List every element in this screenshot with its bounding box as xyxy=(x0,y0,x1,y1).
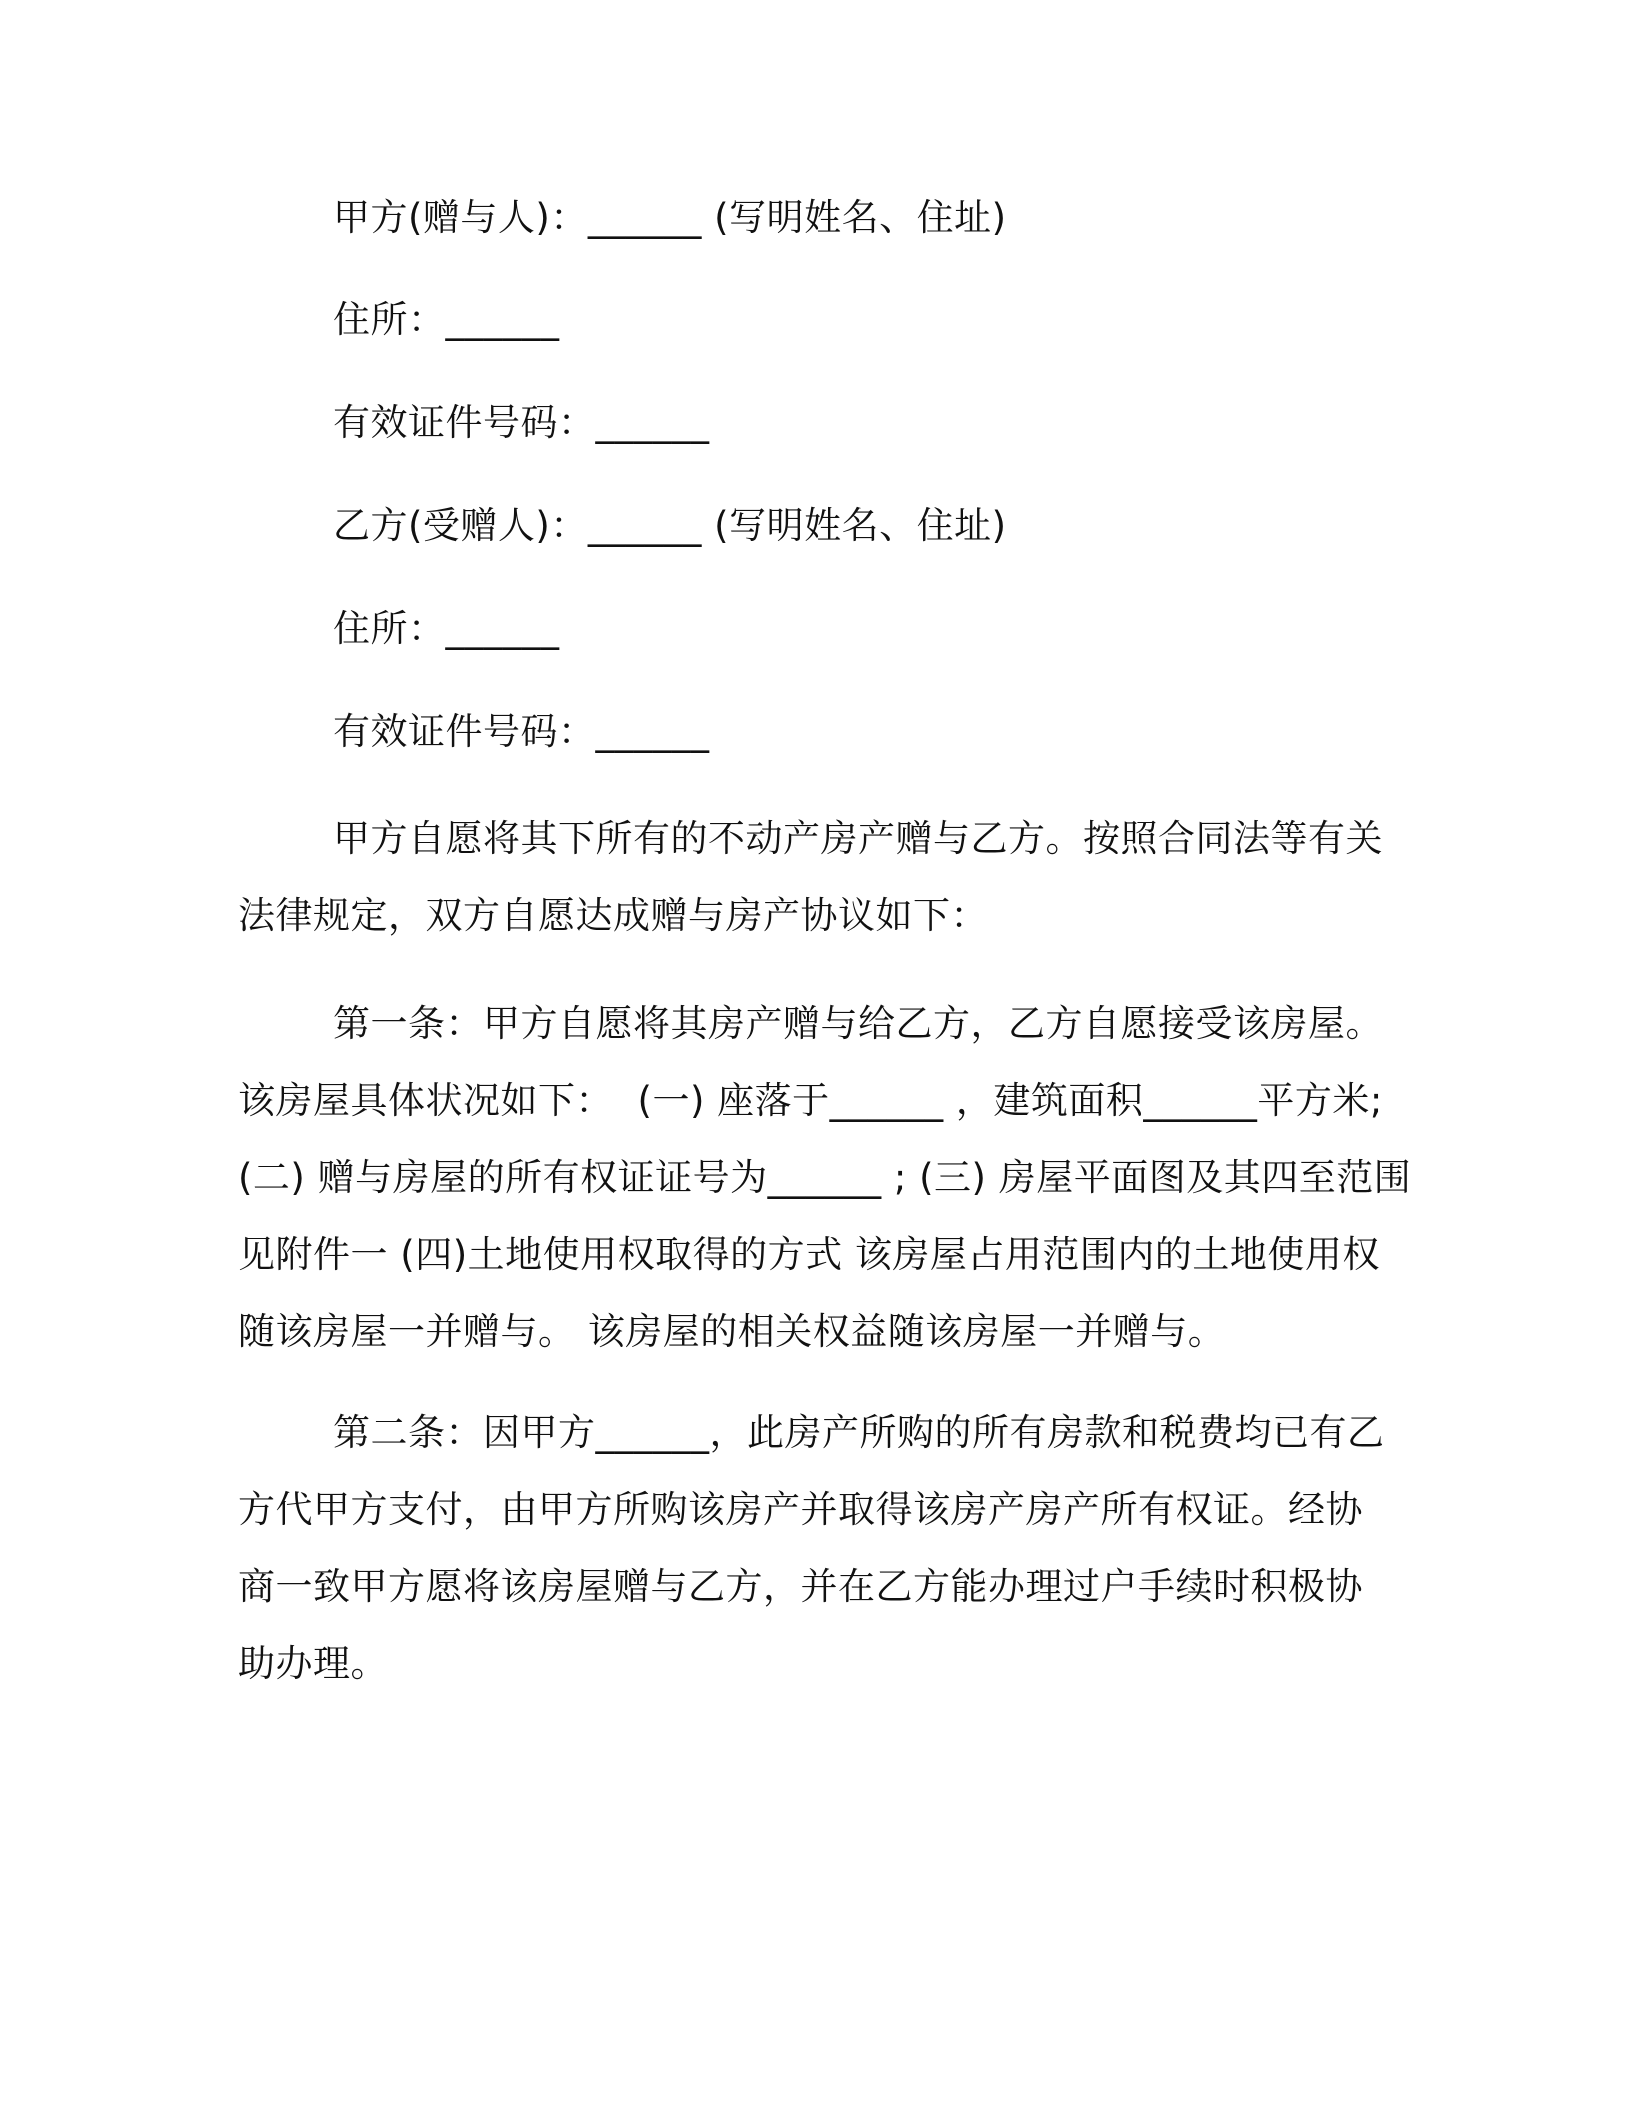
article-1-line-3: (二) 赠与房屋的所有权证证号为______ ; (三) 房屋平面图及其四至范围 xyxy=(238,1156,1412,1199)
article-2-line-4: 助办理。 xyxy=(238,1642,388,1685)
article-1-line-2: 该房屋具体状况如下： (一) 座落于______ ，建筑面积______平方米; xyxy=(238,1079,1383,1122)
party-b-line: 乙方(受赠人)：______ (写明姓名、住址) xyxy=(333,504,1007,547)
article-2-line-3: 商一致甲方愿将该房屋赠与乙方，并在乙方能办理过户手续时积极协 xyxy=(238,1565,1363,1608)
article-1-paragraph xyxy=(238,985,1412,1370)
party-b-address: 住所：______ xyxy=(333,607,560,650)
article-1-line-5: 随该房屋一并赠与。 该房屋的相关权益随该房屋一并赠与。 xyxy=(238,1310,1226,1353)
party-b-id-number: 有效证件号码：______ xyxy=(333,710,710,753)
party-a-line: 甲方(赠与人)：______ (写明姓名、住址) xyxy=(333,196,1007,239)
article-1-line-1: 第一条：甲方自愿将其房产赠与给乙方，乙方自愿接受该房屋。 xyxy=(333,1002,1383,1045)
article-2-line-2: 方代甲方支付，由甲方所购该房产并取得该房产房产所有权证。经协 xyxy=(238,1488,1363,1531)
party-a-address: 住所：______ xyxy=(333,298,560,341)
intro-line-2: 法律规定，双方自愿达成赠与房产协议如下： xyxy=(238,894,988,937)
intro-paragraph xyxy=(238,800,1388,954)
party-a-id-number: 有效证件号码：______ xyxy=(333,401,710,444)
article-2-paragraph xyxy=(238,1394,1388,1702)
article-2-line-1: 第二条：因甲方______，此房产所购的所有房款和税费均已有乙 xyxy=(333,1411,1385,1454)
article-1-line-4: 见附件一 (四)土地使用权取得的方式 该房屋占用范围内的土地使用权 xyxy=(238,1233,1380,1276)
intro-line-1: 甲方自愿将其下所有的不动产房产赠与乙方。按照合同法等有关 xyxy=(333,817,1383,860)
